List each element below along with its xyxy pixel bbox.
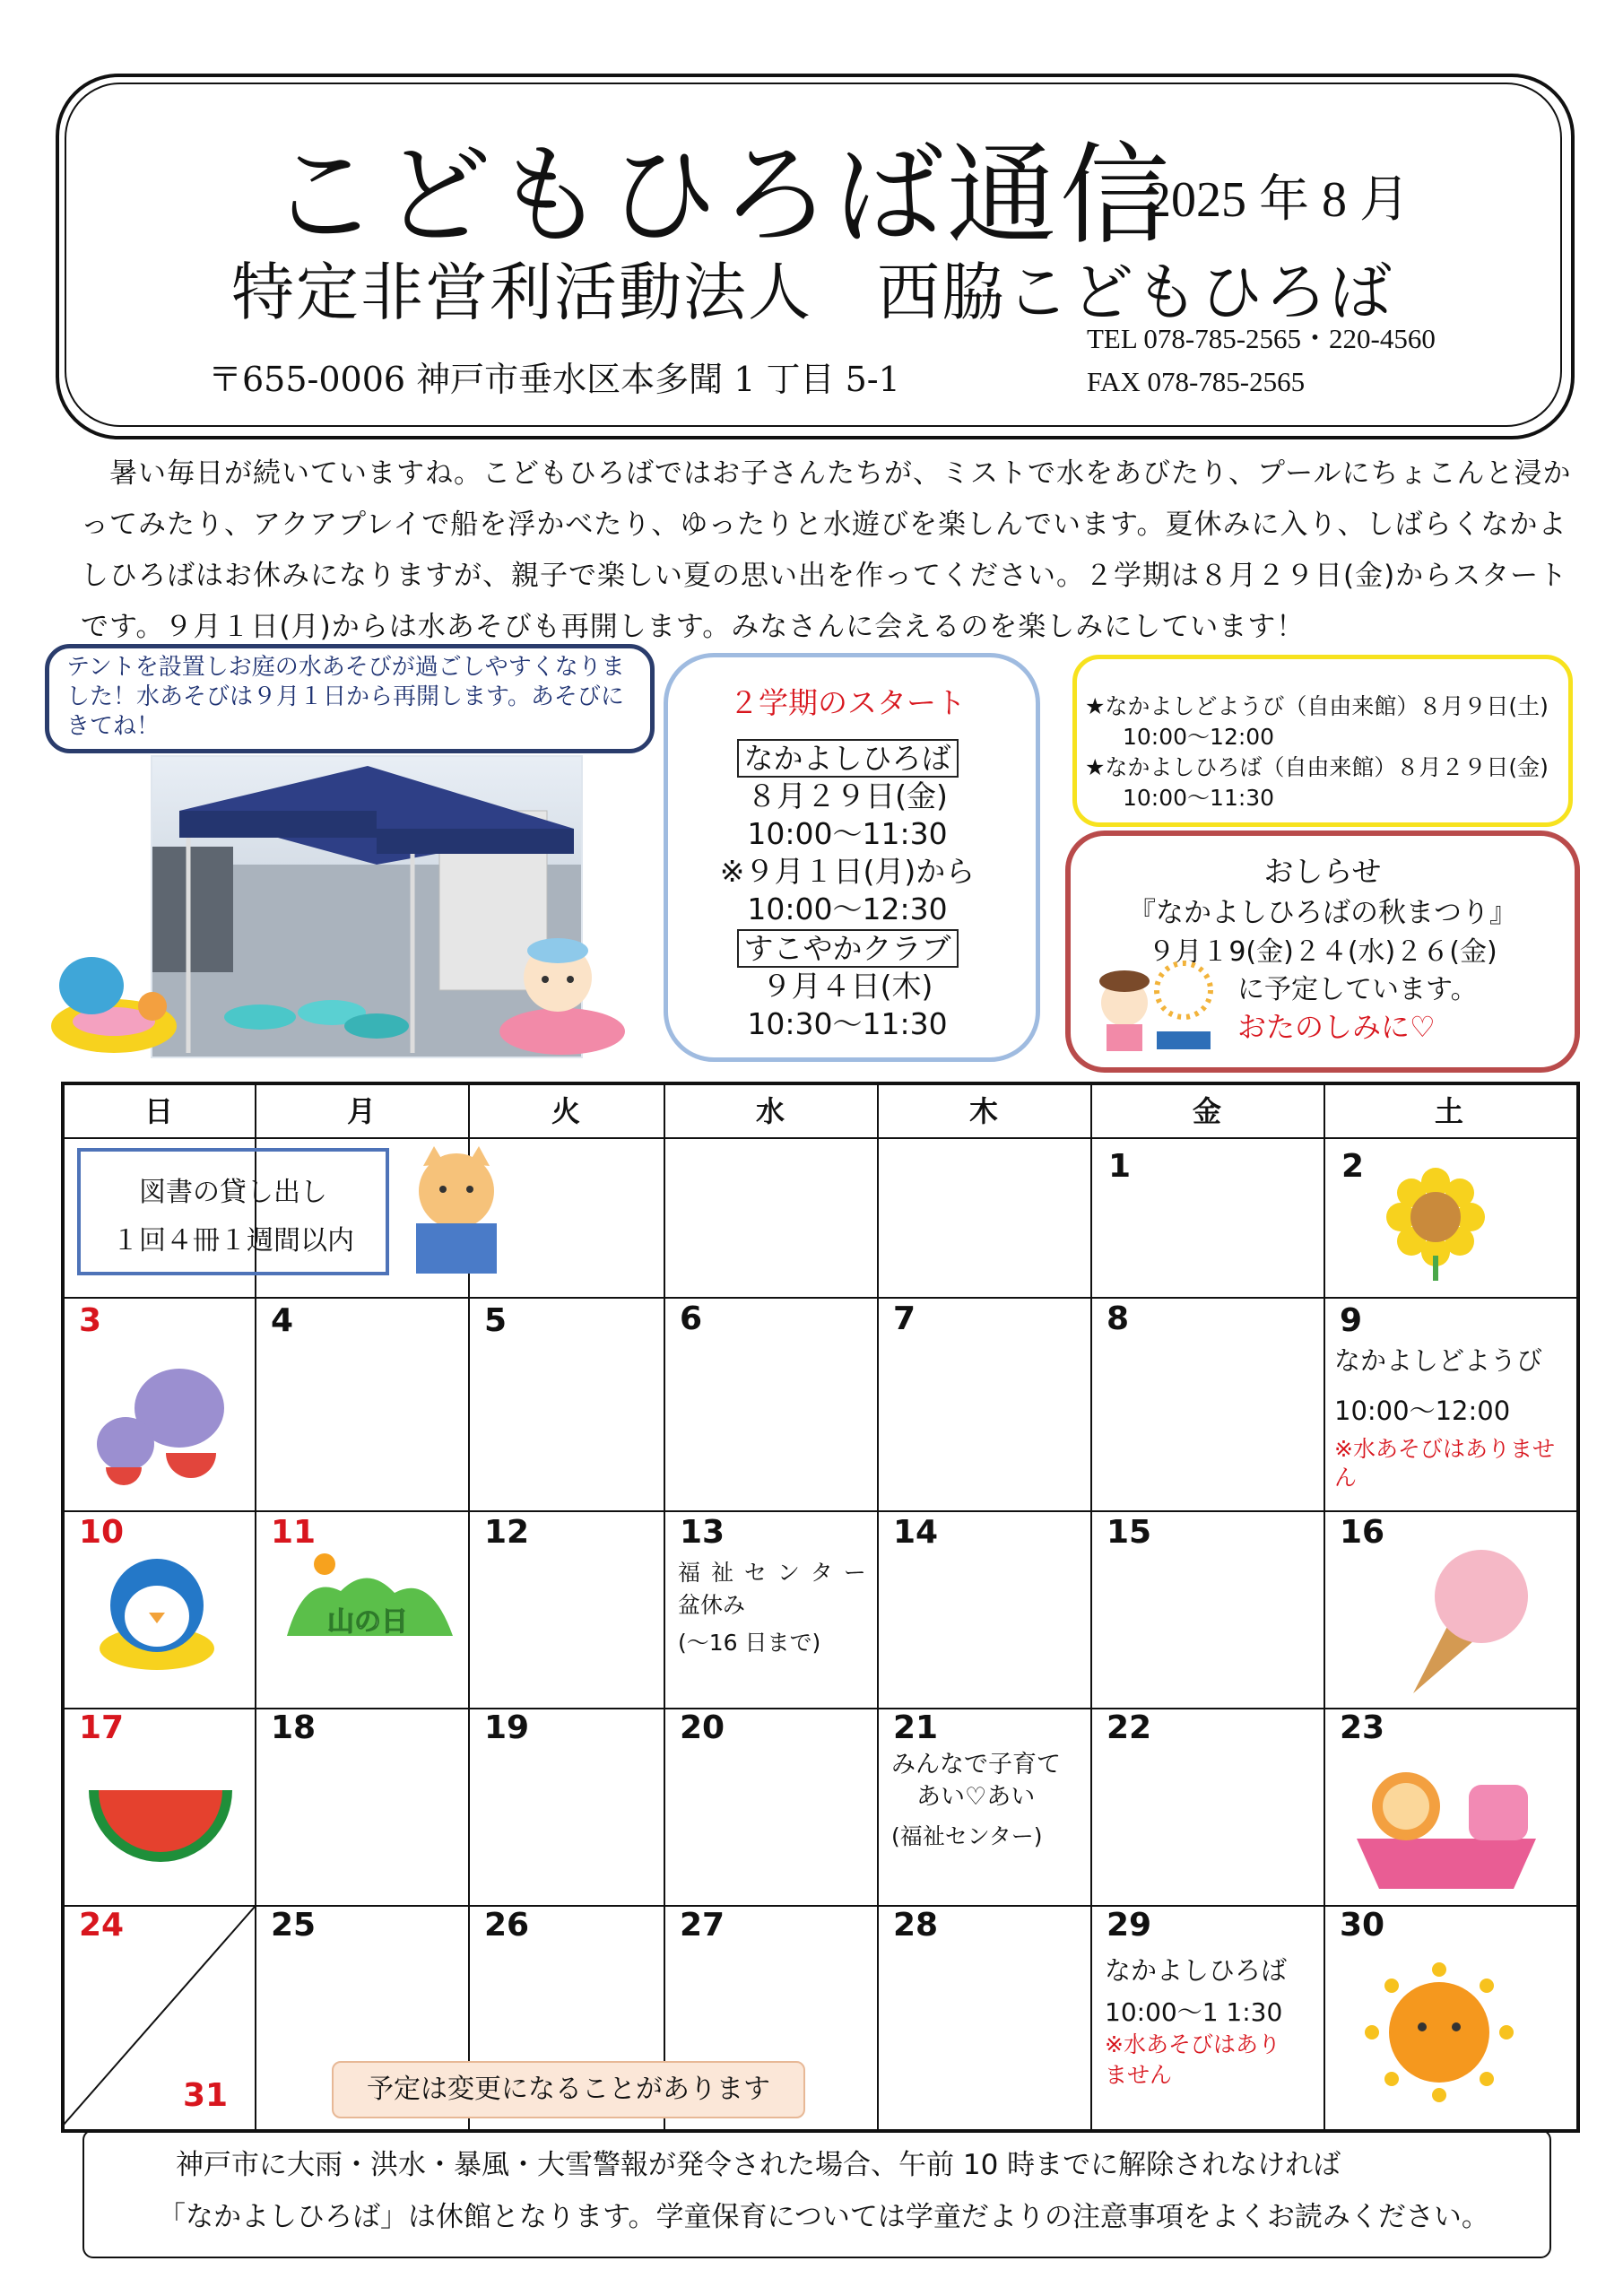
col-divider <box>664 1082 665 2129</box>
row-divider <box>61 1137 1576 1139</box>
day-21-event-l1: みんなで子育て <box>891 1751 1061 1779</box>
day-17: 17 <box>79 1709 125 1746</box>
lion-boat-illustration <box>1352 1749 1541 1892</box>
sukoyaka-date: ９月４日(木) <box>761 969 933 1004</box>
day-9-event-time: 10:00～12:00 <box>1334 1396 1511 1426</box>
day-21-event-l3: (福祉センター) <box>891 1823 1043 1849</box>
row-divider <box>61 1510 1576 1512</box>
fax: FAX 078-785-2565 <box>1087 366 1306 397</box>
day-21: 21 <box>893 1709 939 1746</box>
weekday-sat: 土 <box>1434 1094 1463 1128</box>
newsletter-title: こどもひろば通信 <box>269 132 1173 259</box>
day-20: 20 <box>680 1709 725 1746</box>
day-23: 23 <box>1340 1709 1385 1746</box>
free-visit-1: ★なかよしどようび（自由来館）８月９日(土) <box>1085 693 1549 719</box>
day-21-event-l2: あい♡あい <box>916 1783 1036 1811</box>
schedule-change-note: 予定は変更になることがあります <box>332 2061 805 2118</box>
day-26: 26 <box>484 1907 530 1944</box>
hippo-watermelon-illustration <box>81 1354 233 1489</box>
organization-name: 特定非営利活動法人 西脇こどもひろば <box>231 256 1393 329</box>
library-line-1: 図書の貸し出し <box>139 1177 327 1208</box>
sukoyaka-label-wrap <box>668 926 1027 968</box>
weekday-sun: 日 <box>143 1094 173 1128</box>
library-line-2: １回４冊１週間以内 <box>112 1225 354 1257</box>
day-29-event-title: なかよしひろば <box>1105 1955 1288 1986</box>
day-29-event-time: 10:00～1 1:30 <box>1105 1997 1283 2027</box>
day-14: 14 <box>893 1514 939 1551</box>
day-12: 12 <box>484 1514 530 1551</box>
day-13-event-l1: 福 祉 セ ン タ ー <box>678 1560 868 1586</box>
day-24: 24 <box>79 1907 125 1944</box>
day-11: 11 <box>271 1514 317 1551</box>
day-5: 5 <box>484 1302 508 1339</box>
day-4: 4 <box>271 1302 294 1339</box>
cat-reading-illustration <box>398 1146 515 1281</box>
weekday-tue: 火 <box>551 1094 580 1128</box>
row-divider <box>61 1297 1576 1299</box>
day-9-event-title: なかよしどようび <box>1334 1345 1543 1376</box>
day-13-event-l2: 盆休み <box>678 1592 746 1618</box>
day-29: 29 <box>1107 1907 1152 1944</box>
day-28: 28 <box>893 1907 939 1944</box>
notice-closing: おたのしみに♡ <box>1237 1010 1436 1044</box>
weekday-mon: 月 <box>346 1094 376 1128</box>
day-15: 15 <box>1107 1514 1152 1551</box>
day-16: 16 <box>1340 1514 1385 1551</box>
term-start-heading: ２学期のスタート <box>729 685 966 720</box>
col-divider <box>1324 1082 1325 2129</box>
day-8: 8 <box>1107 1300 1130 1337</box>
col-divider <box>877 1082 879 2129</box>
sun-illustration <box>1363 1961 1515 2104</box>
mountain-day-illustration <box>278 1546 457 1654</box>
baby-pool-illustration <box>495 924 629 1058</box>
intro-paragraph: 暑い毎日が続いていますね。こどもひろばではお子さんたちが、ミストで水をあびたり、プールにちょこんと浸かってみたり、アクアプレイで船を浮かべたり、ゆったりと水遊びを楽しんでいます。夏休みに入り、しばらくなかよしひろばはお休みになりますが、親子で楽しい夏の思い出を作ってください。２学期は８月２９日(金)からスタートです。９月１日(月)からは水あそびも再開します。みなさんに会えるのを楽しみにしています！ <box>81 457 1572 643</box>
day-3: 3 <box>79 1302 102 1339</box>
free-visit-2-time: 10:00～11:30 <box>1123 785 1275 811</box>
sukoyaka-label: すこやかクラブ <box>737 929 959 968</box>
nakayoshi-label: なかよしひろば <box>737 739 959 778</box>
day-1: 1 <box>1108 1148 1132 1185</box>
day-27: 27 <box>680 1907 725 1944</box>
nakayoshi-date: ８月２９日(金) <box>747 778 948 813</box>
from-note: ※９月１日(月)から <box>719 854 976 889</box>
ice-cream-illustration <box>1395 1543 1530 1695</box>
day-9: 9 <box>1340 1302 1363 1339</box>
day-6: 6 <box>680 1300 703 1337</box>
col-divider <box>1090 1082 1092 2129</box>
day-13-event-l3: (～16 日まで) <box>678 1630 821 1656</box>
notice-event: 『なかよしひろばの秋まつり』 <box>1128 897 1517 929</box>
address: 〒655-0006 神戸市垂水区本多聞 1 丁目 5-1 <box>208 360 900 399</box>
day-29-event-note-2: ません <box>1105 2062 1173 2088</box>
weekday-wed: 水 <box>755 1094 785 1128</box>
weekday-thu: 木 <box>968 1094 998 1128</box>
weekday-fri: 金 <box>1192 1094 1221 1128</box>
notice-heading: おしらせ <box>1263 854 1382 889</box>
from-time: 10:00～12:30 <box>747 891 948 926</box>
day-25: 25 <box>271 1907 317 1944</box>
day-31: 31 <box>183 2077 229 2114</box>
mountain-day-label: 山の日 <box>327 1606 408 1638</box>
notice-planned: に予定しています。 <box>1237 974 1478 1005</box>
free-visit-1-time: 10:00～12:00 <box>1123 724 1275 750</box>
day-19: 19 <box>484 1709 530 1746</box>
day-18: 18 <box>271 1709 317 1746</box>
day-29-event-note-1: ※水あそびはあり <box>1105 2031 1280 2057</box>
issue-date: 2025 年 8 月 <box>1146 172 1410 228</box>
weather-notice-line-1: 神戸市に大雨・洪水・暴風・大雪警報が発令された場合、午前 10 時までに解除されなければ <box>176 2149 1341 2181</box>
sunflower-illustration <box>1377 1166 1494 1283</box>
free-visit-2: ★なかよしひろば（自由来館）８月２９日(金) <box>1085 754 1549 780</box>
day-10: 10 <box>79 1514 125 1551</box>
penguin-float-illustration <box>90 1543 224 1677</box>
watermelon-illustration <box>84 1772 237 1871</box>
weather-notice-line-2: 「なかよしひろば」は休館となります。学童保育については学童だよりの注意事項をよくお読みください。 <box>158 2201 1489 2233</box>
day-22: 22 <box>1107 1709 1152 1746</box>
day-30: 30 <box>1340 1907 1385 1944</box>
notice-dates: ９月１9(金)２４(水)２６(金) <box>1148 936 1497 968</box>
day-9-event-note: ※水あそびはありません <box>1334 1436 1555 1491</box>
elephant-float-illustration <box>47 936 181 1057</box>
day-2: 2 <box>1341 1148 1365 1185</box>
day-7: 7 <box>893 1300 916 1337</box>
telephone: TEL 078-785-2565・220-4560 <box>1087 323 1436 354</box>
nakayoshi-label-wrap <box>668 735 1027 778</box>
day-13: 13 <box>680 1514 725 1551</box>
sukoyaka-time: 10:30～11:30 <box>747 1006 948 1041</box>
nakayoshi-time: 10:00～11:30 <box>747 816 948 851</box>
tent-note-text: テントを設置しお庭の水あそびが過ごしやすくなりました！水あそびは９月１日から再開します。あそびにきてね！ <box>66 654 625 740</box>
festival-girl-illustration <box>1085 956 1219 1055</box>
